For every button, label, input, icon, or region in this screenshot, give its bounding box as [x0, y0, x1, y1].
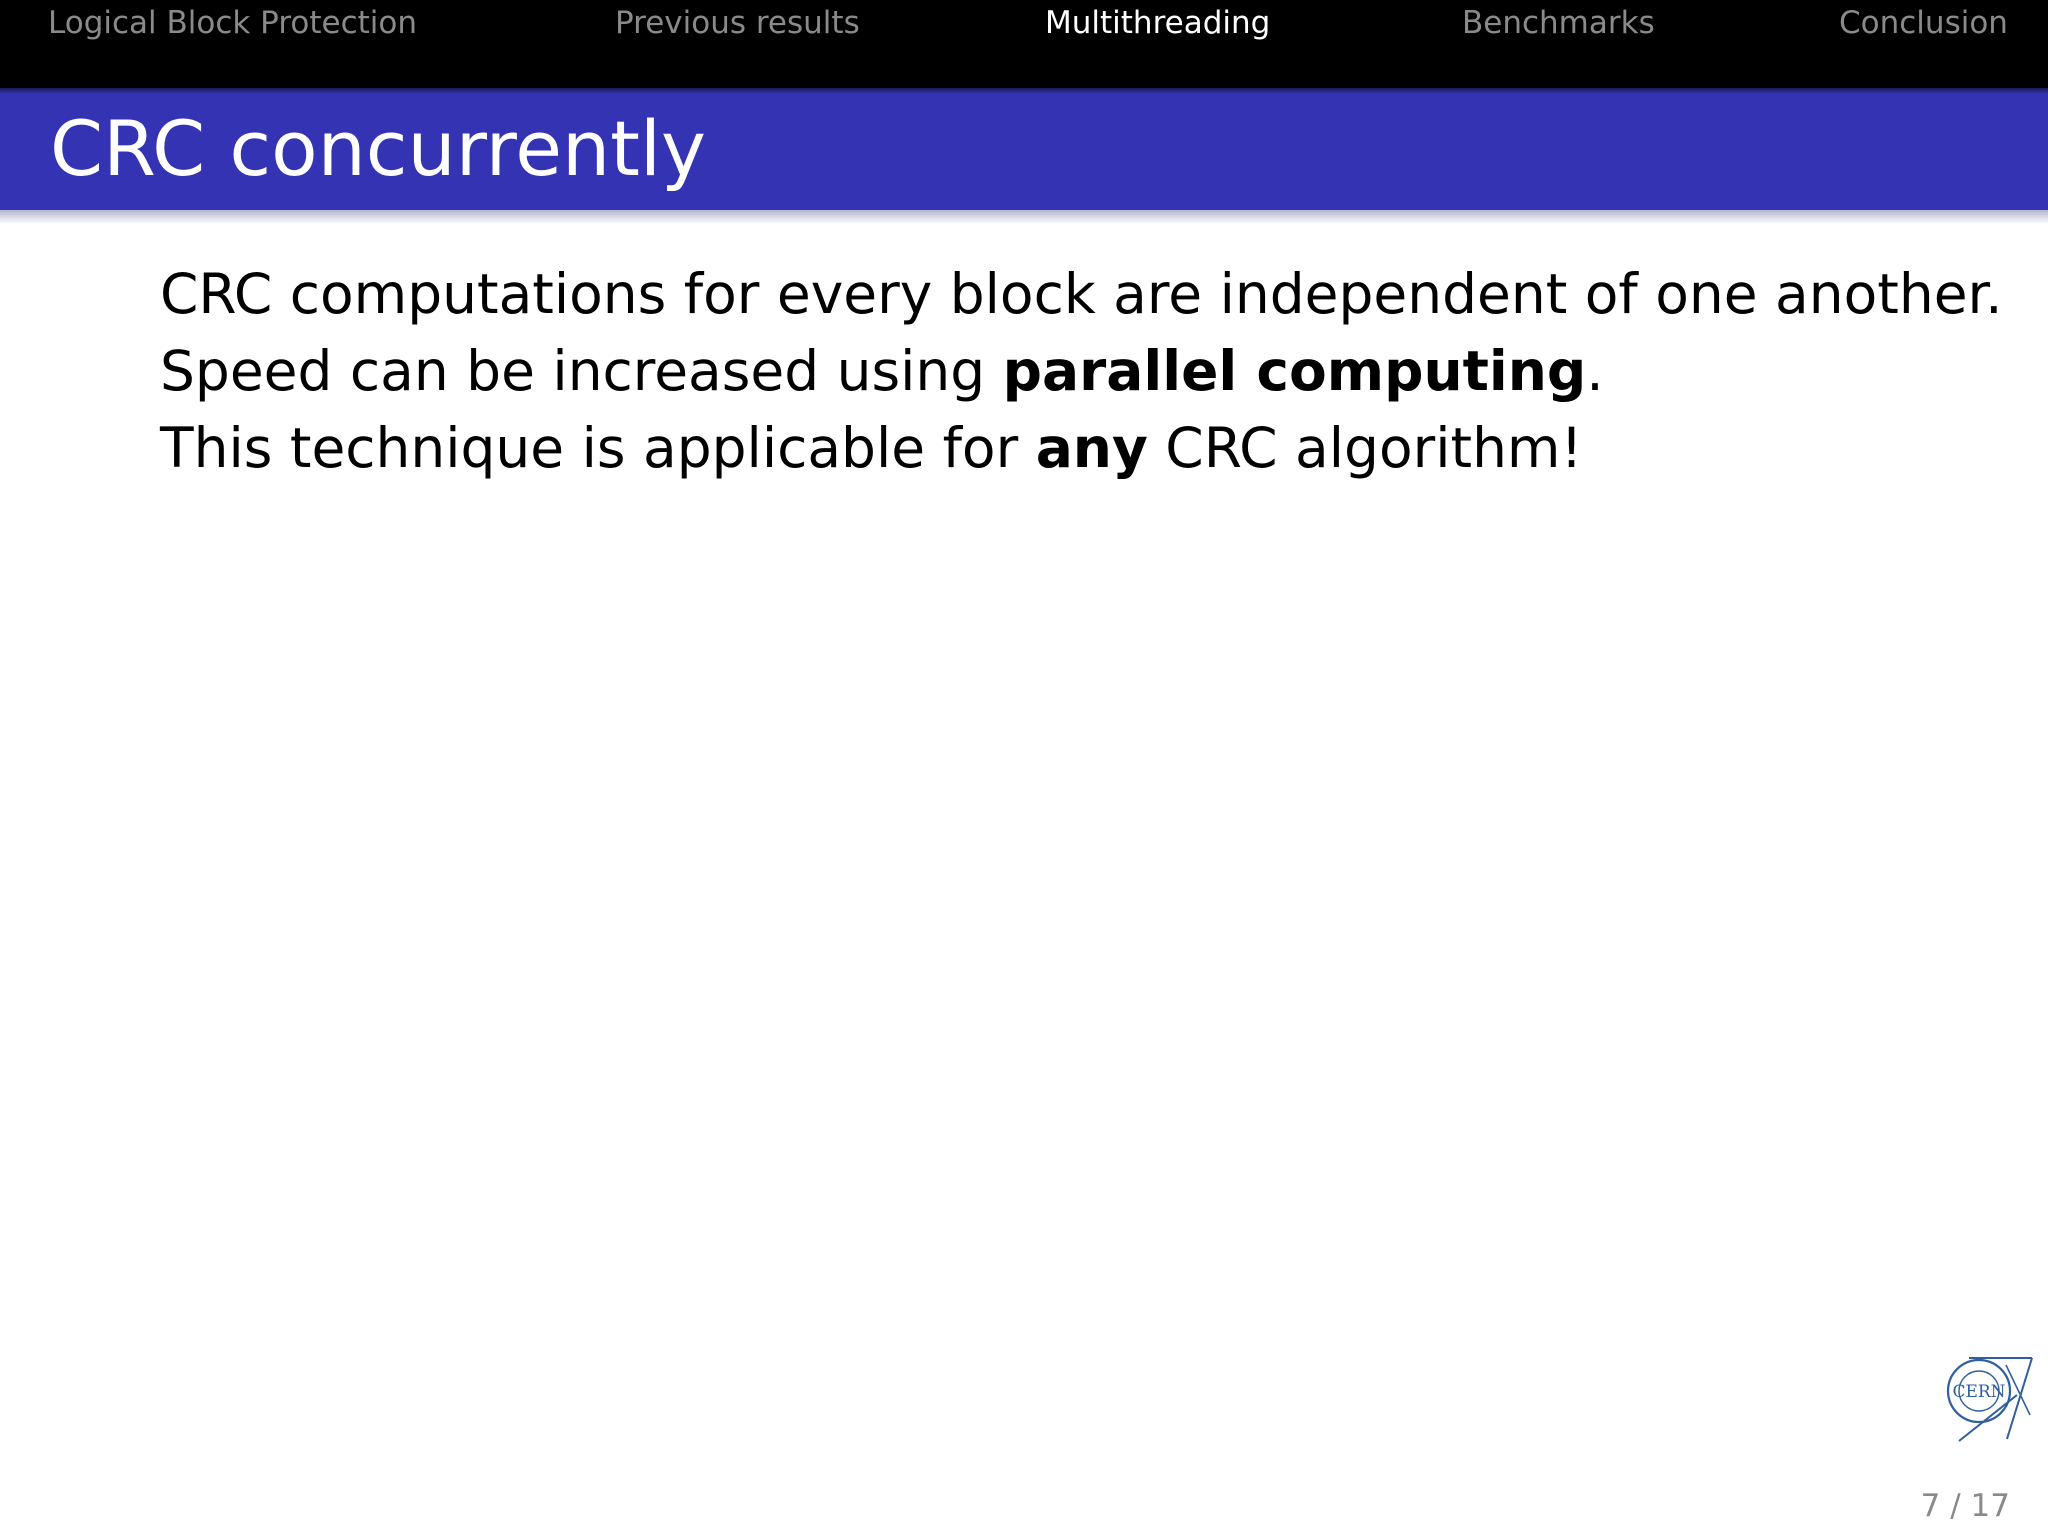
body-line-3-end: CRC algorithm! — [1147, 416, 1583, 480]
frame-title: CRC concurrently — [50, 104, 707, 193]
emphasis-parallel-computing: parallel computing — [1002, 339, 1587, 403]
emphasis-any: any — [1035, 416, 1148, 480]
nav-section-benchmarks[interactable]: Benchmarks — [1462, 5, 1655, 41]
body-line-1 — [160, 256, 2003, 333]
body-line-2-start: Speed can be increased using — [160, 339, 1003, 403]
cern-logo-icon — [1944, 1355, 2034, 1445]
nav-section-logical-block-protection[interactable]: Logical Block Protection — [48, 5, 418, 41]
section-navigation-bar — [0, 0, 2048, 88]
navbar-shadow — [0, 82, 2048, 94]
nav-section-conclusion[interactable]: Conclusion — [1839, 5, 2008, 41]
body-line-3-start: This technique is applicable for — [160, 416, 1036, 480]
body-line-1-text: CRC computations for every block are independent of one another. — [160, 262, 2003, 326]
body-line-2 — [160, 333, 1960, 410]
title-bar-shadow — [0, 210, 2048, 224]
nav-section-multithreading[interactable]: Multithreading — [1045, 5, 1271, 41]
body-line-2-end: . — [1586, 339, 1604, 403]
page-number: 7 / 17 — [1920, 1488, 2010, 1524]
slide-body — [160, 256, 2003, 487]
body-line-3 — [160, 410, 1960, 487]
nav-section-previous-results[interactable]: Previous results — [615, 5, 860, 41]
frame-title-bar — [0, 88, 2048, 210]
svg-text:CERN: CERN — [1952, 1382, 2006, 1402]
